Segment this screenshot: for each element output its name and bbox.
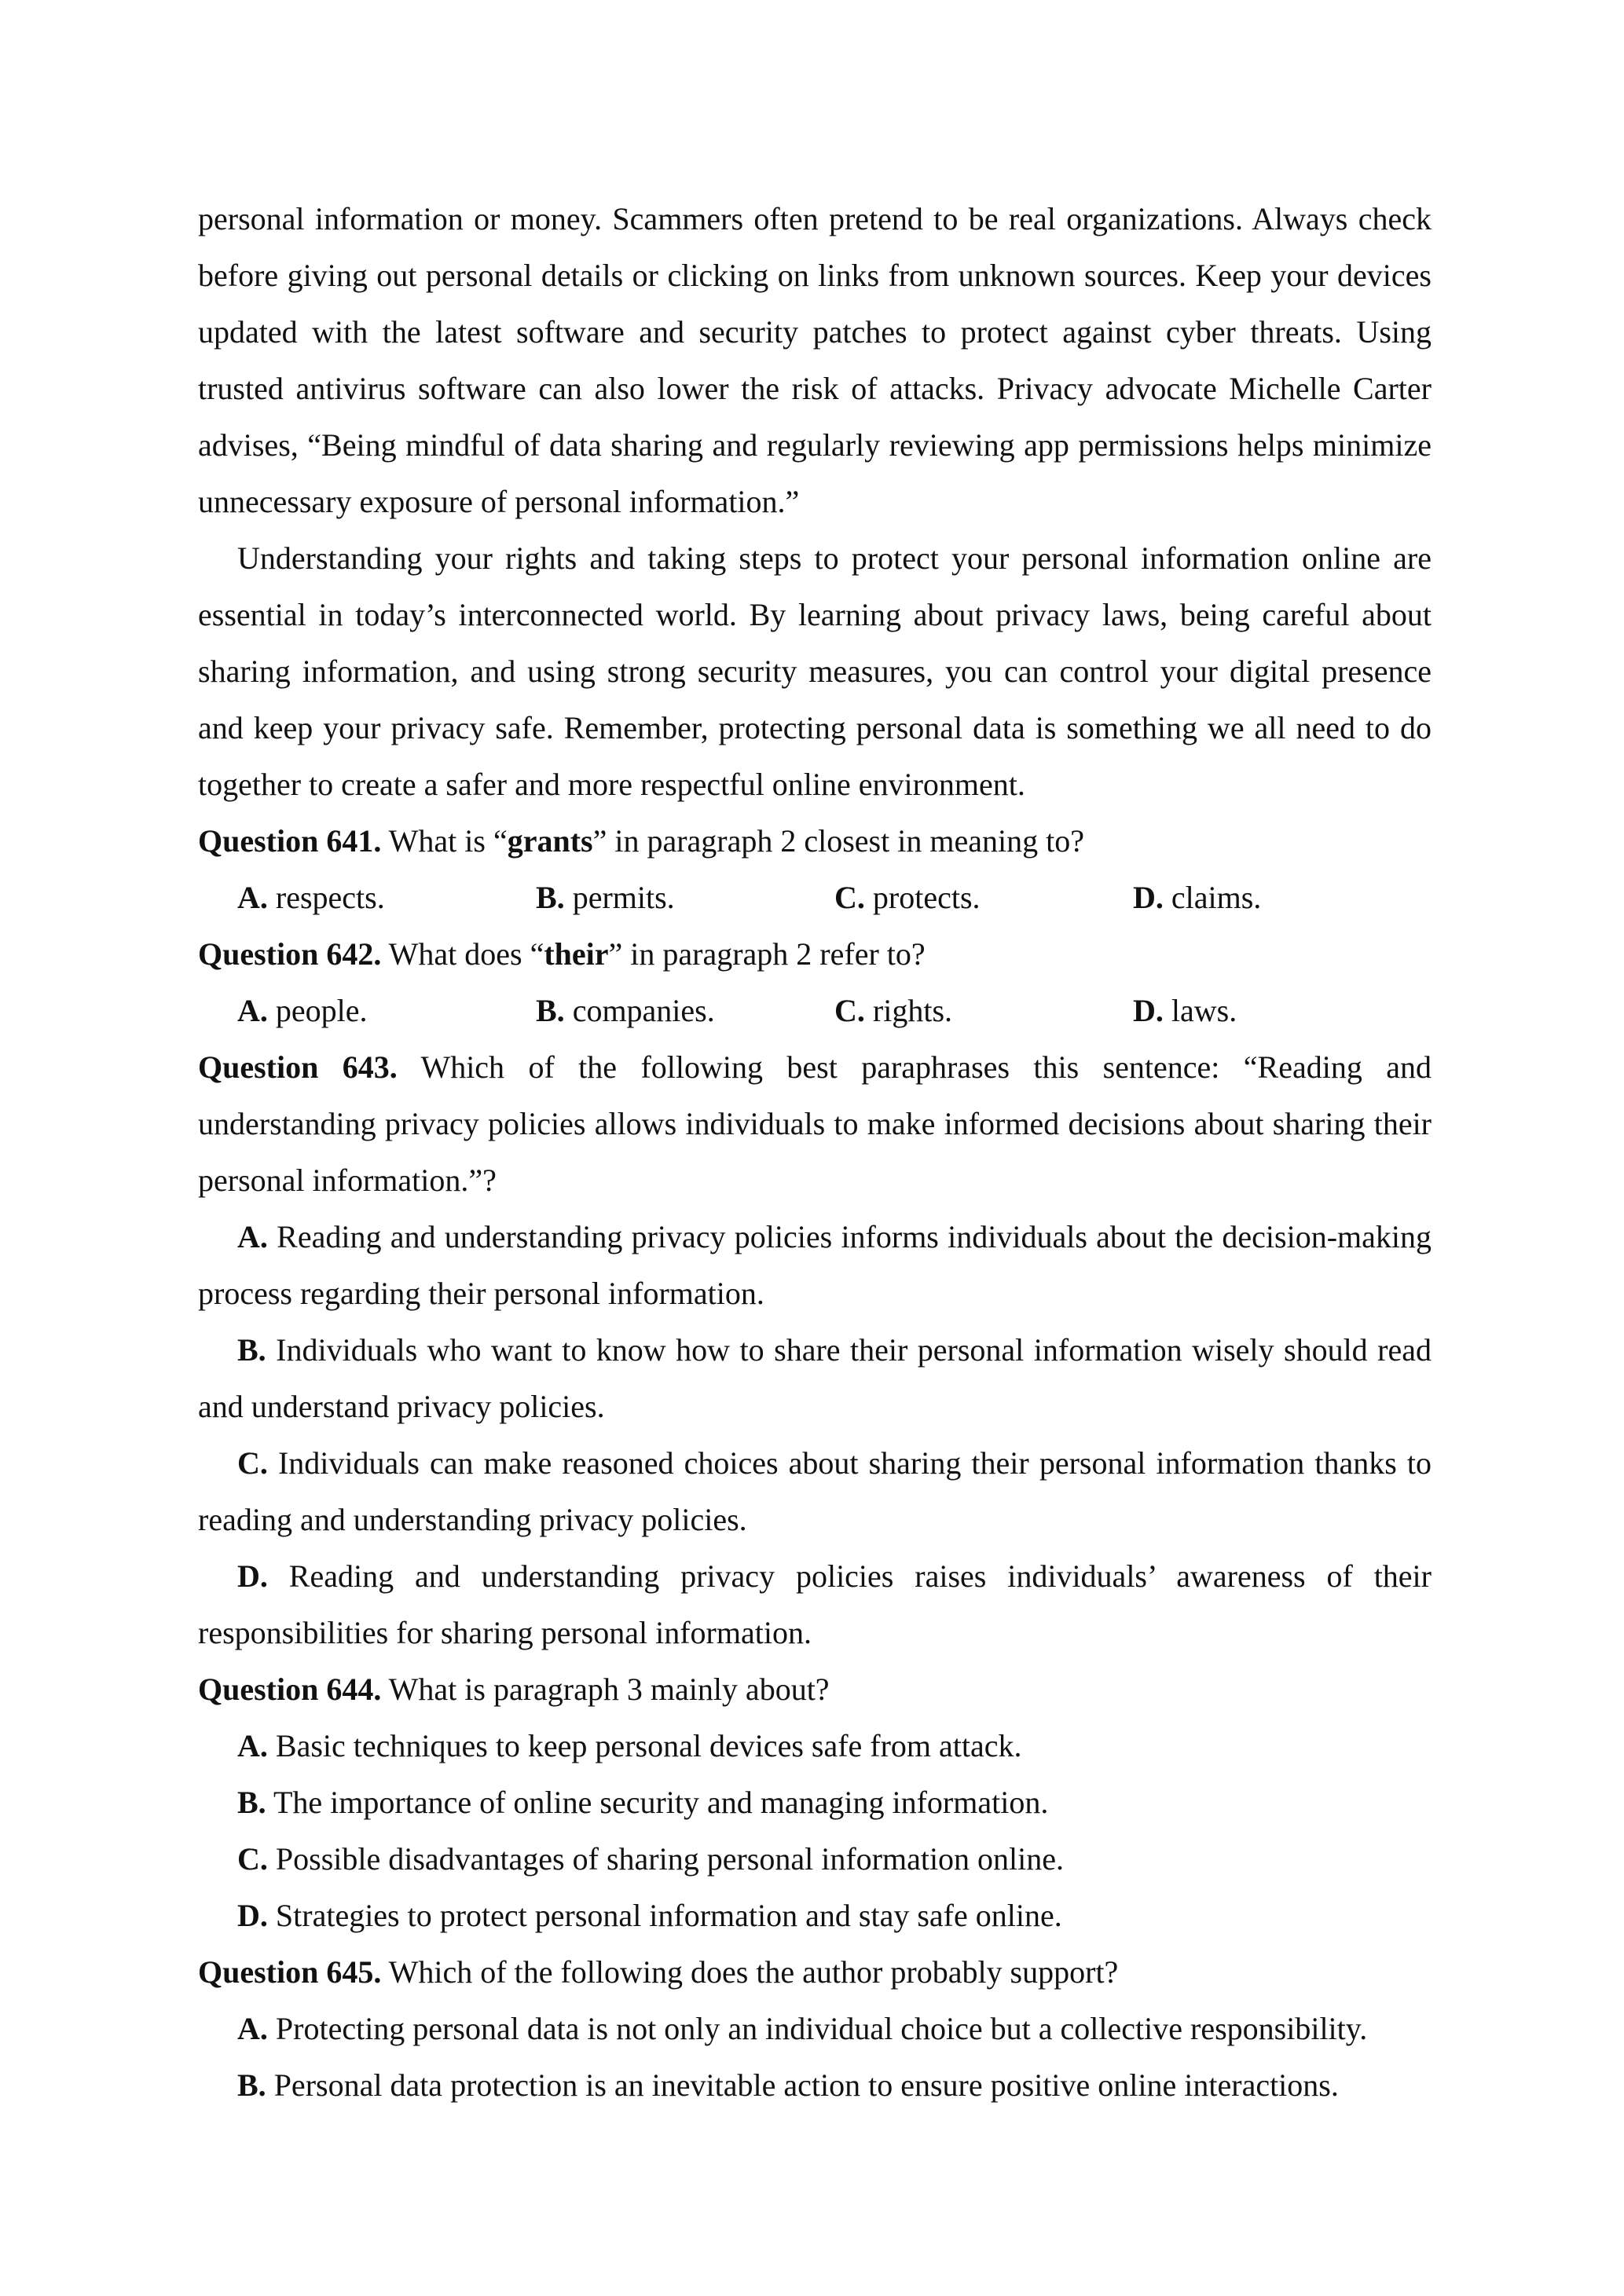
option-a[interactable]: [237, 870, 536, 926]
question-642-stem: [198, 926, 1432, 983]
question-643-stem: [198, 1039, 1432, 1209]
question-643-text: Which of the following best paraphrases this sentence: “Reading and understanding privacy policies allows individuals to make informed decisions about sharing their personal information.”?: [198, 1049, 1432, 1198]
option-letter: C.: [237, 1445, 268, 1481]
option-b[interactable]: [536, 983, 834, 1039]
option-letter: C.: [834, 880, 865, 915]
option-letter: D.: [1133, 993, 1164, 1028]
option-d[interactable]: [198, 1548, 1432, 1661]
question-642-label: Question 642.: [198, 936, 382, 972]
option-b[interactable]: [198, 2057, 1432, 2114]
question-644-stem: [198, 1661, 1432, 1718]
option-text: Possible disadvantages of sharing personal information online.: [267, 1841, 1065, 1877]
question-641-pre: What is “: [381, 823, 508, 859]
option-text: Personal data protection is an inevitable action to ensure positive online interactions.: [266, 2067, 1339, 2103]
option-c[interactable]: [834, 983, 1133, 1039]
option-text: rights.: [864, 993, 953, 1028]
passage-paragraph-4: Understanding your rights and taking steps to protect your personal information online are essential in today’s interconnected world. By learning about privacy laws, being careful about sharing information, and using strong security measures, you can control your digital presence and keep your privacy safe. Remember, protecting personal data is something we all need to do together to create a safer and more respectful online environment.: [198, 540, 1432, 802]
question-643-label: Question 643.: [198, 1049, 398, 1085]
question-641: [198, 813, 1432, 926]
question-641-label: Question 641.: [198, 823, 382, 859]
option-a[interactable]: [198, 1718, 1432, 1774]
option-b[interactable]: [198, 1774, 1432, 1831]
question-642-keyword: their: [544, 936, 609, 972]
option-letter: B.: [237, 1332, 266, 1368]
question-644-text: What is paragraph 3 mainly about?: [381, 1672, 830, 1707]
question-645-stem: [198, 1944, 1432, 2001]
option-a[interactable]: [237, 983, 536, 1039]
option-text: Basic techniques to keep personal devices safe from attack.: [267, 1728, 1022, 1763]
option-text: Reading and understanding privacy policies raises individuals’ awareness of their responsibilities for sharing personal information.: [198, 1558, 1432, 1650]
option-text: protects.: [864, 880, 981, 915]
option-letter: A.: [237, 1728, 268, 1763]
option-text: Individuals who want to know how to share their personal information wisely should read and understand privacy policies.: [198, 1332, 1432, 1424]
question-642: [198, 926, 1432, 1039]
option-text: Reading and understanding privacy policies informs individuals about the decision-making process regarding their personal information.: [198, 1219, 1432, 1311]
option-letter: A.: [237, 993, 268, 1028]
option-letter: B.: [536, 993, 565, 1028]
option-text: respects.: [267, 880, 385, 915]
option-text: companies.: [564, 993, 715, 1028]
option-d[interactable]: [198, 1888, 1432, 1944]
option-letter: B.: [536, 880, 565, 915]
option-letter: B.: [237, 1785, 266, 1820]
option-a[interactable]: [198, 1209, 1432, 1322]
option-text: Protecting personal data is not only an individual choice but a collective responsibility.: [267, 2011, 1368, 2046]
option-b[interactable]: [536, 870, 834, 926]
question-641-post: ” in paragraph 2 closest in meaning to?: [592, 823, 1084, 859]
question-645-label: Question 645.: [198, 1954, 382, 1990]
option-c[interactable]: [198, 1435, 1432, 1548]
option-text: people.: [267, 993, 368, 1028]
option-a[interactable]: [198, 2001, 1432, 2057]
option-text: The importance of online security and managing information.: [266, 1785, 1049, 1820]
question-642-post: ” in paragraph 2 refer to?: [608, 936, 926, 972]
option-letter: C.: [237, 1841, 268, 1877]
question-644-label: Question 644.: [198, 1672, 382, 1707]
option-text: permits.: [564, 880, 675, 915]
option-text: Strategies to protect personal information and stay safe online.: [267, 1898, 1062, 1933]
option-text: Individuals can make reasoned choices about sharing their personal information thanks to reading and understanding privacy policies.: [198, 1445, 1432, 1537]
question-641-keyword: grants: [507, 823, 593, 859]
option-d[interactable]: [1133, 983, 1432, 1039]
option-letter: A.: [237, 2011, 268, 2046]
option-letter: D.: [1133, 880, 1164, 915]
question-642-pre: What does “: [381, 936, 544, 972]
option-text: claims.: [1163, 880, 1262, 915]
option-letter: D.: [237, 1898, 268, 1933]
question-645: [198, 1944, 1432, 2114]
question-643: [198, 1039, 1432, 1661]
option-b[interactable]: [198, 1322, 1432, 1435]
page-content: [198, 191, 1432, 2114]
option-letter: A.: [237, 1219, 268, 1254]
option-c[interactable]: [834, 870, 1133, 926]
option-letter: A.: [237, 880, 268, 915]
option-c[interactable]: [198, 1831, 1432, 1888]
question-641-stem: [198, 813, 1432, 870]
question-645-text: Which of the following does the author probably support?: [381, 1954, 1119, 1990]
option-letter: B.: [237, 2067, 266, 2103]
question-642-options: [198, 983, 1432, 1039]
option-letter: D.: [237, 1558, 268, 1594]
option-letter: C.: [834, 993, 865, 1028]
question-644: [198, 1661, 1432, 1944]
question-641-options: [198, 870, 1432, 926]
option-d[interactable]: [1133, 870, 1432, 926]
option-text: laws.: [1163, 993, 1237, 1028]
passage-paragraph-3-continued: personal information or money. Scammers often pretend to be real organizations. Always check before giving out personal details or clicking on links from unknown sources. Keep your devices updated with the latest software and security patches to protect against cyber threats. Using trusted antivirus software can also lower the risk of attacks. Privacy advocate Michelle Carter advises, “Being mindful of data sharing and regularly reviewing app permissions helps minimize unnecessary exposure of personal information.”: [198, 201, 1432, 519]
